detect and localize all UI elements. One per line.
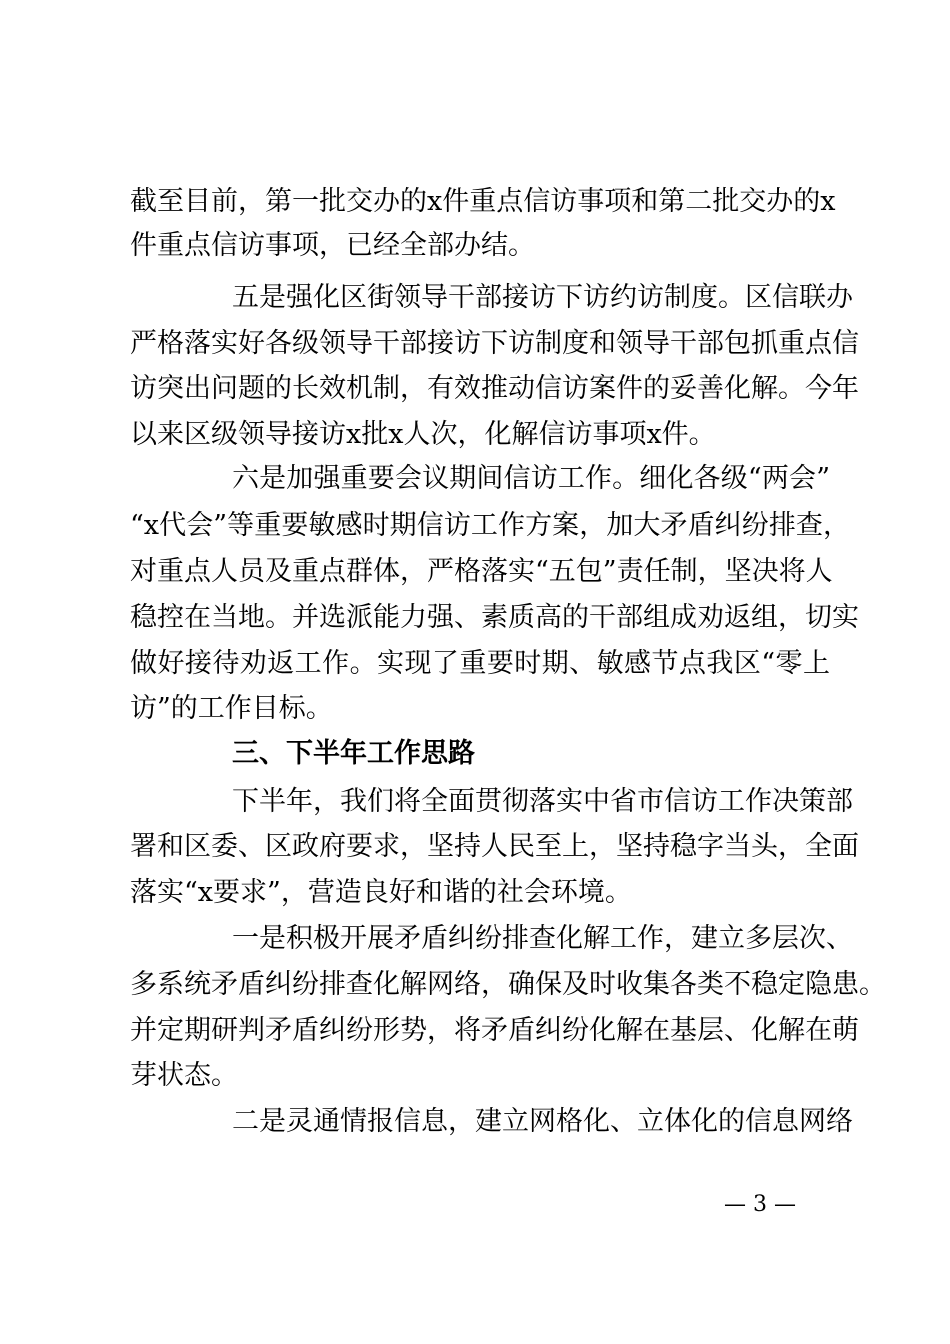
text-line: 并定期研判矛盾纠纷形势，将矛盾纠纷化解在基层、化解在萌 [130, 1015, 859, 1046]
text-line: 署和区委、区政府要求，坚持人民至上，坚持稳字当头，全面 [130, 831, 859, 862]
text-line: 五是强化区街领导干部接访下访约访制度。区信联办 [232, 282, 853, 313]
text-line: 一是积极开展矛盾纠纷排查化解工作，建立多层次、 [232, 923, 853, 954]
text-line: 访突出问题的长效机制，有效推动信访案件的妥善化解。今年 [130, 373, 859, 404]
text-line: 访”的工作目标。 [130, 693, 333, 724]
text-line: 六是加强重要会议期间信访工作。细化各级“两会” [232, 463, 830, 494]
text-line: 稳控在当地。并选派能力强、素质高的干部组成劝返组，切实 [130, 602, 859, 633]
text-line: 落实“x要求”，营造良好和谐的社会环境。 [130, 877, 632, 908]
text-line: 多系统矛盾纠纷排查化解网络，确保及时收集各类不稳定隐患。 [130, 969, 886, 1000]
section-heading: 三、下半年工作思路 [232, 738, 475, 769]
text-line: 芽状态。 [130, 1060, 238, 1091]
text-line: 严格落实好各级领导干部接访下访制度和领导干部包抓重点信 [130, 328, 859, 359]
text-line: 对重点人员及重点群体，严格落实“五包”责任制，坚决将人 [130, 556, 833, 587]
text-line: 件重点信访事项，已经全部办结。 [130, 230, 535, 261]
text-line: 以来区级领导接访x批x人次，化解信访事项x件。 [130, 419, 716, 450]
page-number: — 3 — [724, 1192, 796, 1217]
text-line: “x代会”等重要敏感时期信访工作方案，加大矛盾纠纷排查， [130, 510, 850, 541]
text-line: 下半年，我们将全面贯彻落实中省市信访工作决策部 [232, 786, 853, 817]
text-line: 做好接待劝返工作。实现了重要时期、敏感节点我区“零上 [130, 648, 830, 679]
text-line: 截至目前，第一批交办的x件重点信访事项和第二批交办的x [130, 186, 836, 217]
text-line: 二是灵通情报信息，建立网格化、立体化的信息网络 [232, 1106, 853, 1137]
